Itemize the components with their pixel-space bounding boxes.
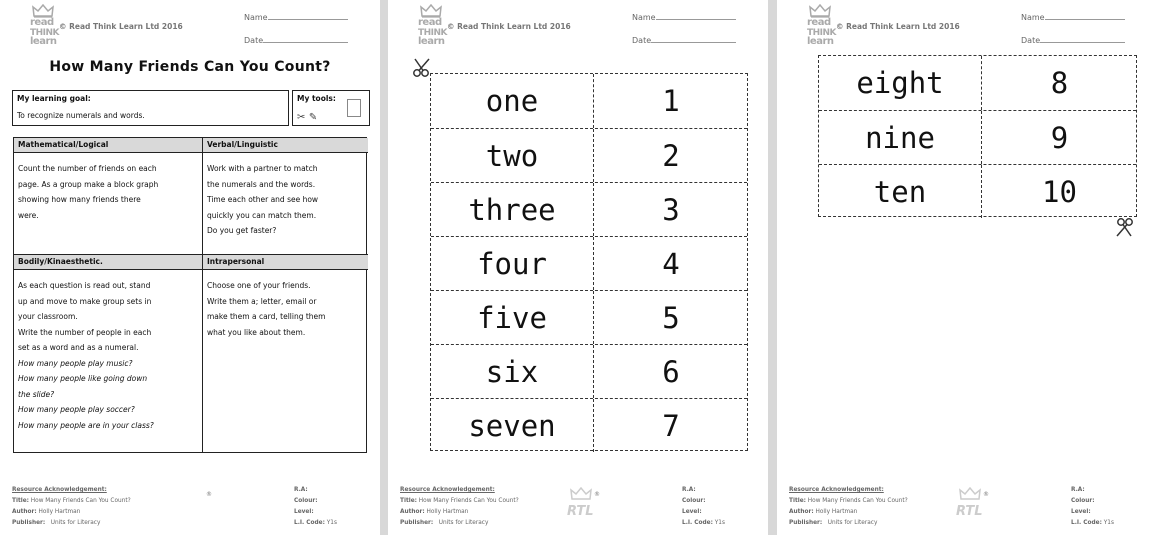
li-code-label: L.I. Code:: [294, 520, 325, 526]
text-line: set as a word and as a numeral.: [18, 343, 139, 352]
intelligences-table: [13, 137, 367, 453]
date-field[interactable]: [632, 35, 736, 45]
name-label: Name: [244, 13, 268, 22]
reading-level-footer: [294, 485, 337, 529]
text-line: the numerals and the words.: [207, 179, 316, 189]
text-line: As each question is read out, stand: [18, 281, 151, 290]
date-field[interactable]: [244, 35, 348, 45]
cell-body-bodily: [14, 270, 203, 452]
card-row: [431, 236, 747, 290]
number-word-card[interactable]: eight: [856, 66, 944, 100]
text-line: Count the number of friends on each: [18, 164, 157, 173]
cell-body-mathematical: [14, 153, 203, 255]
worksheet-page-2: [388, 0, 768, 535]
numeral-card[interactable]: 10: [981, 165, 1137, 218]
registered-mark: ®: [206, 491, 212, 498]
tools-box: [292, 90, 370, 126]
colour-label: Colour:: [1071, 498, 1095, 504]
acknowledgement-footer: [789, 485, 908, 529]
number-word-cards: [818, 55, 1137, 217]
card-row: [431, 290, 747, 344]
numeral-card[interactable]: 1: [593, 74, 748, 128]
level-label: Level:: [1071, 509, 1091, 515]
page-title: How Many Friends Can You Count?: [49, 59, 331, 75]
text-line: Choose one of your friends.: [207, 281, 311, 290]
author-label: Author:: [789, 509, 814, 515]
card-row: [819, 164, 1136, 218]
read-think-learn-logo: [807, 4, 837, 48]
logo-read: read: [418, 17, 442, 28]
card-row: [431, 74, 747, 128]
acknowledgement-footer: [12, 485, 131, 529]
title-label: Title:: [789, 498, 806, 504]
level-label: Level:: [294, 509, 314, 515]
text-line: your classroom.: [18, 312, 78, 321]
text-line: up and move to make group sets in: [18, 296, 152, 306]
logo-think: THINK: [807, 28, 837, 38]
question-line: How many people play music?: [18, 358, 133, 368]
rtl-logo: [566, 485, 596, 519]
numeral-card[interactable]: 7: [593, 399, 748, 452]
li-code-value: Y1s: [714, 520, 726, 526]
ack-heading: Resource Acknowledgement:: [789, 487, 884, 493]
crown-icon: [570, 487, 592, 501]
question-line: the slide?: [18, 389, 55, 399]
cell-body-intrapersonal: [203, 270, 368, 452]
name-label: Name: [1021, 13, 1045, 22]
question-line: How many people like going down: [18, 374, 148, 383]
logo-learn: learn: [30, 36, 57, 47]
numeral-card[interactable]: 6: [593, 345, 748, 398]
text-line: what you like about them.: [207, 327, 306, 337]
read-think-learn-logo: [418, 4, 448, 48]
number-word-card[interactable]: six: [485, 354, 539, 389]
card-row: [819, 56, 1136, 110]
logo-learn: learn: [418, 36, 445, 47]
number-word-card[interactable]: five: [477, 300, 547, 335]
ack-heading: Resource Acknowledgement:: [12, 487, 107, 493]
numeral-card[interactable]: 2: [593, 129, 748, 182]
publisher-label: Publisher:: [789, 520, 823, 526]
title-value: How Many Friends Can You Count?: [30, 498, 131, 504]
scissors-pencil-icon: ✂ ✎: [297, 112, 318, 123]
logo-think: THINK: [30, 28, 60, 38]
colour-label: Colour:: [682, 498, 706, 504]
card-row: [431, 128, 747, 182]
crown-icon: [809, 4, 831, 18]
text-line: Write the number of people in each: [18, 327, 152, 337]
author-label: Author:: [400, 509, 425, 515]
author-label: Author:: [12, 509, 37, 515]
number-word-card[interactable]: three: [468, 192, 556, 227]
question-line: How many people play soccer?: [18, 405, 135, 414]
date-label: Date: [244, 36, 264, 45]
publisher-value: Units for Literacy: [438, 520, 489, 526]
card-row: [431, 182, 747, 236]
numeral-card[interactable]: 4: [593, 237, 748, 290]
number-word-card[interactable]: four: [477, 246, 547, 281]
name-field[interactable]: [632, 12, 736, 22]
li-code-label: L.I. Code:: [1071, 520, 1102, 526]
numeral-card[interactable]: 9: [981, 111, 1137, 164]
title-label: Title:: [12, 498, 29, 504]
copyright-text: © Read Think Learn Ltd 2016: [59, 22, 183, 31]
number-word-cards: [430, 73, 748, 451]
publisher-label: Publisher:: [12, 520, 46, 526]
tools-heading: My tools:: [297, 94, 336, 103]
question-line: How many people are in your class?: [18, 420, 154, 430]
text-line: Time each other and see how: [207, 195, 319, 204]
cell-heading-bodily: Bodily/Kinaesthetic.: [14, 255, 203, 270]
text-line: quickly you can match them.: [207, 210, 317, 220]
registered-mark: ®: [594, 491, 600, 498]
title-label: Title:: [400, 498, 417, 504]
cell-body-verbal: [203, 153, 368, 255]
ack-heading: Resource Acknowledgement:: [400, 487, 495, 493]
number-word-card[interactable]: nine: [865, 120, 935, 155]
acknowledgement-footer: [400, 485, 519, 529]
reading-level-footer: [1071, 485, 1114, 529]
number-word-card[interactable]: seven: [468, 408, 556, 443]
number-word-card[interactable]: two: [485, 138, 539, 173]
worksheet-page-3: [777, 0, 1150, 535]
logo-learn: learn: [807, 36, 834, 47]
text-line: Work with a partner to match: [207, 164, 318, 173]
author-value: Holly Hartman: [815, 509, 858, 515]
name-label: Name: [632, 13, 656, 22]
cell-heading-verbal: Verbal/Linguistic: [203, 138, 368, 153]
li-code-value: Y1s: [326, 520, 338, 526]
crown-icon: [32, 4, 54, 18]
ra-label: R.A:: [1071, 487, 1085, 493]
logo-read: read: [807, 17, 831, 28]
date-label: Date: [1021, 36, 1041, 45]
title-value: How Many Friends Can You Count?: [418, 498, 519, 504]
number-word-card[interactable]: ten: [873, 174, 927, 209]
publisher-value: Units for Literacy: [50, 520, 101, 526]
li-code-value: Y1s: [1103, 520, 1115, 526]
title-value: How Many Friends Can You Count?: [807, 498, 908, 504]
author-value: Holly Hartman: [38, 509, 81, 515]
publisher-value: Units for Literacy: [827, 520, 878, 526]
author-value: Holly Hartman: [426, 509, 469, 515]
worksheet-page-1: [0, 0, 380, 535]
crown-icon: [420, 4, 442, 18]
text-line: make them a card, telling them: [207, 312, 326, 321]
level-label: Level:: [682, 509, 702, 515]
card-row: [431, 344, 747, 398]
learning-goal-text: To recognize numerals and words.: [17, 111, 145, 120]
date-label: Date: [632, 36, 652, 45]
text-line: page. As a group make a block graph: [18, 179, 159, 189]
numeral-card[interactable]: 5: [593, 291, 748, 344]
name-field[interactable]: [244, 12, 348, 22]
ra-label: R.A:: [294, 487, 308, 493]
learning-goal-box: [12, 90, 289, 126]
name-field[interactable]: [1021, 12, 1125, 22]
text-line: showing how many friends there: [18, 195, 141, 204]
card-row: [431, 398, 747, 452]
rtl-text: RTL: [956, 504, 983, 519]
publisher-label: Publisher:: [400, 520, 434, 526]
text-line: Do you get faster?: [207, 226, 277, 235]
numeral-card[interactable]: 3: [593, 183, 748, 236]
rtl-logo: [955, 485, 985, 519]
crown-icon: [959, 487, 981, 501]
scissors-icon: [1114, 217, 1134, 237]
numeral-card[interactable]: 8: [981, 56, 1137, 110]
copyright-text: © Read Think Learn Ltd 2016: [447, 22, 571, 31]
reading-level-footer: [682, 485, 725, 529]
li-code-label: L.I. Code:: [682, 520, 713, 526]
card-row: [819, 110, 1136, 164]
learning-goal-heading: My learning goal:: [17, 94, 91, 103]
rtl-text: RTL: [567, 504, 594, 519]
text-line: Write them a; letter, email or: [207, 296, 317, 306]
copyright-text: © Read Think Learn Ltd 2016: [836, 22, 960, 31]
text-line: were.: [18, 210, 39, 220]
ra-label: R.A:: [682, 487, 696, 493]
scissors-icon: [412, 58, 432, 78]
cell-heading-intrapersonal: Intrapersonal: [203, 255, 368, 270]
read-think-learn-logo: [30, 4, 60, 48]
logo-read: read: [30, 17, 54, 28]
date-field[interactable]: [1021, 35, 1125, 45]
cell-heading-mathematical: Mathematical/Logical: [14, 138, 203, 153]
paper-icon: [347, 99, 361, 117]
logo-think: THINK: [418, 28, 448, 38]
number-word-card[interactable]: one: [485, 84, 539, 118]
registered-mark: ®: [983, 491, 989, 498]
colour-label: Colour:: [294, 498, 318, 504]
